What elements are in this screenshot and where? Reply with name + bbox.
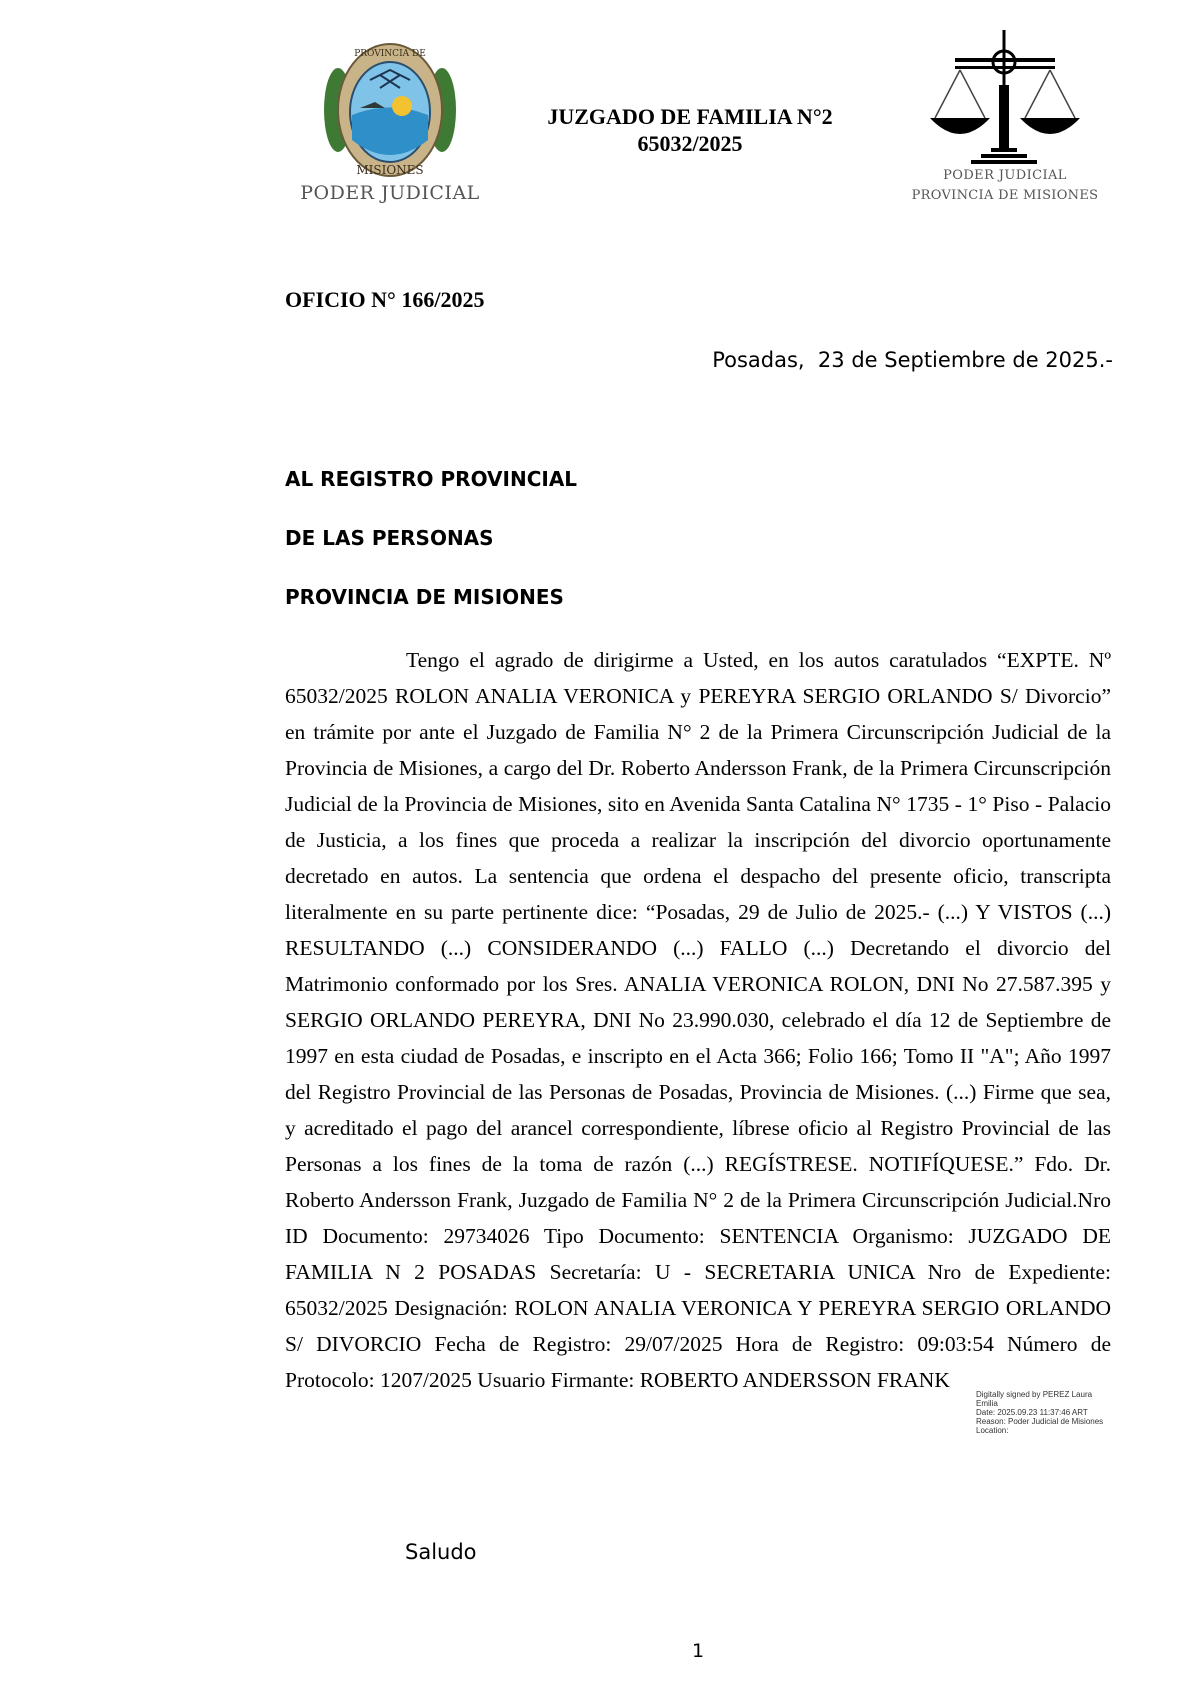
- court-header: [520, 103, 860, 157]
- court-name: JUZGADO DE FAMILIA N°2: [547, 104, 833, 129]
- signature-signer-cont: Emilia: [976, 1399, 998, 1408]
- oficio-number: OFICIO N° 166/2025: [285, 287, 485, 312]
- signature-signer: Digitally signed by PEREZ Laura: [976, 1390, 1093, 1399]
- document-date: Posadas, 23 de Septiembre de 2025.-: [712, 348, 1113, 372]
- addressee-line-2: DE LAS PERSONAS: [285, 526, 494, 550]
- svg-text:MISIONES: MISIONES: [356, 163, 424, 177]
- addressee-line-1: AL REGISTRO PROVINCIAL: [285, 467, 578, 491]
- document-body: Tengo el agrado de dirigirme a Usted, en los autos caratulados “EXPTE. Nº 65032/2025 ROLON ANALIA VERONICA y PEREYRA SERGIO ORLANDO S/ Divorcio” en trámite por ante el Juzgado de Familia N° 2 de la Primera Circunscripción Judicial de la Provincia de Misiones, a cargo del Dr. Roberto Andersson Frank, de la Primera Circunscripción Judicial de la Provincia de Misiones, sito en Avenida Santa Catalina N° 1735 - 1° Piso - Palacio de Justicia, a los fines que proceda a realizar la inscripción del divorcio oportunamente decretado en autos. La sentencia que ordena el despacho del presente oficio, transcripta literalmente en su parte pertinente dice: “Posadas, 29 de Julio de 2025.- (...) Y VISTOS (...) RESULTANDO (...) CONSIDERANDO (...) FALLO (...) Decretando el divorcio del Matrimonio conformado por los Sres. ANALIA VERONICA ROLON, DNI No 27.587.395 y SERGIO ORLANDO PEREYRA, DNI No 23.990.030, celebrado el día 12 de Septiembre de 1997 en esta ciudad de Posadas, e inscripto en el Acta 366; Folio 166; Tomo II "A"; Año 1997 del Registro Provincial de las Personas de Posadas, Provincia de Misiones. (...) Firme que sea, y acreditado el pago del arancel correspondiente, líbrese oficio al Registro Provincial de las Personas a los fines de la toma de razón (...) REGÍSTRESE. NOTIFÍQUESE.” Fdo. Dr. Roberto Andersson Frank, Juzgado de Familia N° 2 de la Primera Circunscripción Judicial.Nro ID Documento: 29734026 Tipo Documento: SENTENCIA Organismo: JUZGADO DE FAMILIA N 2 POSADAS Secretaría: U - SECRETARIA UNICA Nro de Expediente: 65032/2025 Designación: ROLON ANALIA VERONICA Y PEREYRA SERGIO ORLANDO S/ DIVORCIO Fecha de Registro: 29/07/2025 Hora de Registro: 09:03:54 Número de Protocolo: 1207/2025 Usuario Firmante: ROBERTO ANDERSSON FRANK: [285, 648, 1111, 1392]
- logo-caption-line2: PROVINCIA DE MISIONES: [911, 188, 1099, 203]
- case-number: 65032/2025: [637, 131, 743, 156]
- logo-caption-line1: PODER JUDICIAL: [943, 168, 1067, 183]
- signature-date: Date: 2025.09.23 11:37:46 ART: [976, 1408, 1088, 1417]
- signature-location: Location:: [976, 1426, 1009, 1435]
- scales-of-justice-icon: [905, 30, 1105, 165]
- signature-reason: Reason: Poder Judicial de Misiones: [976, 1417, 1104, 1426]
- svg-text:PROVINCIA DE: PROVINCIA DE: [354, 49, 426, 59]
- closing-salutation: Saludo: [405, 1540, 477, 1564]
- page-number: 1: [692, 1640, 705, 1662]
- poder-judicial-logo: [300, 40, 480, 210]
- provincial-coat-of-arms-icon: [300, 40, 480, 180]
- digital-signature-stamp: [976, 1390, 1126, 1435]
- logo-caption: PODER JUDICIAL: [300, 182, 480, 204]
- addressee-line-3: PROVINCIA DE MISIONES: [285, 585, 564, 609]
- judicial-power-logo: [905, 30, 1115, 210]
